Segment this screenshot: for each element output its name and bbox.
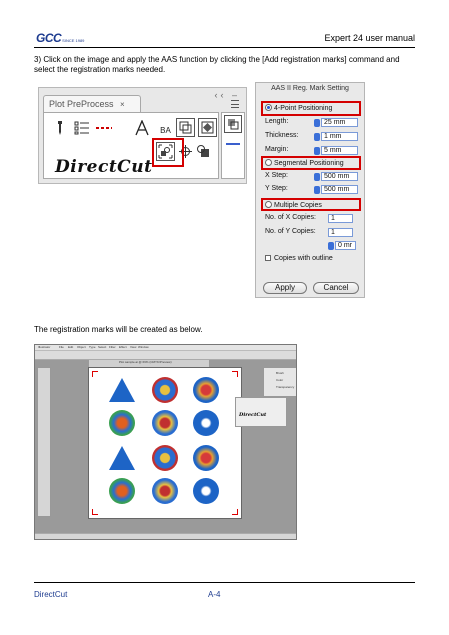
cancel-button[interactable]: Cancel bbox=[313, 282, 359, 294]
badge-artwork bbox=[152, 478, 178, 504]
directcut-logo: DirectCut bbox=[55, 157, 153, 177]
margin-field[interactable]: 5 mm bbox=[321, 146, 358, 155]
menu-item[interactable]: Edit bbox=[68, 345, 74, 349]
registration-mark bbox=[92, 371, 98, 377]
stroke-sample bbox=[226, 143, 240, 145]
aas-settings-dialog bbox=[255, 82, 365, 298]
panel-collapse-icon[interactable]: ‹‹ – bbox=[214, 90, 240, 100]
margin-label: Margin: bbox=[265, 146, 289, 153]
mini-brand: DirectCut bbox=[239, 412, 267, 418]
ystep-label: Y Step: bbox=[265, 185, 288, 192]
gap-field[interactable]: 0 mr bbox=[335, 241, 356, 250]
header-rule bbox=[34, 47, 415, 48]
registration-mark bbox=[92, 509, 98, 515]
menu-item[interactable]: File bbox=[59, 345, 64, 349]
dialog-title: AAS II Reg. Mark Setting bbox=[271, 85, 349, 92]
footer-rule bbox=[34, 582, 415, 583]
length-spinner[interactable] bbox=[314, 119, 320, 127]
badge-artwork bbox=[193, 410, 219, 436]
xstep-label: X Step: bbox=[265, 172, 288, 179]
checkbox-icon[interactable] bbox=[265, 255, 271, 261]
registration-mark bbox=[232, 509, 238, 515]
panel-item[interactable]: Brush bbox=[276, 371, 284, 375]
length-field[interactable]: 25 mm bbox=[321, 118, 358, 127]
panel-side-strip bbox=[221, 112, 245, 179]
badge-artwork bbox=[109, 478, 135, 504]
menu-item[interactable]: Type bbox=[89, 345, 96, 349]
badge-artwork bbox=[152, 445, 178, 471]
segmental-label: Segmental Positioning bbox=[274, 160, 344, 167]
page-number: A-4 bbox=[208, 590, 221, 599]
triangle-artwork bbox=[109, 378, 135, 402]
xcopies-field[interactable]: 1 bbox=[328, 214, 353, 223]
menu-item[interactable]: View bbox=[130, 345, 137, 349]
dotted-line-icon[interactable] bbox=[94, 118, 113, 137]
xcopies-label: No. of X Copies: bbox=[265, 214, 316, 221]
status-bar bbox=[35, 533, 296, 539]
xstep-field[interactable]: 500 mm bbox=[321, 172, 358, 181]
step-3-text: 3) Click on the image and apply the AAS function by clicking the [Add registration marks] command and select the registration marks needed. bbox=[34, 55, 400, 74]
gap-spinner[interactable] bbox=[328, 242, 334, 250]
layers-icon[interactable] bbox=[224, 115, 242, 133]
plot-preprocess-panel bbox=[38, 87, 247, 184]
four-point-label: 4-Point Positioning bbox=[274, 105, 333, 112]
ystep-field[interactable]: 500 mm bbox=[321, 185, 358, 194]
ba-icon[interactable]: BA bbox=[156, 121, 175, 140]
badge-artwork bbox=[193, 445, 219, 471]
weed-icon[interactable] bbox=[198, 118, 217, 137]
menu-item[interactable]: Select bbox=[98, 345, 107, 349]
thickness-label: Thickness: bbox=[265, 132, 299, 139]
list-icon[interactable] bbox=[72, 118, 91, 137]
panel-body bbox=[43, 112, 219, 179]
panel-tab-label: Plot PreProcess bbox=[49, 99, 114, 109]
highlight-box bbox=[261, 198, 361, 211]
copies-outline-label: Copies with outline bbox=[274, 255, 333, 262]
menu-item[interactable]: Object bbox=[77, 345, 86, 349]
panel-item[interactable]: Color bbox=[276, 378, 284, 382]
highlight-box bbox=[152, 138, 184, 167]
thickness-spinner[interactable] bbox=[314, 133, 320, 141]
footer-product: DirectCut bbox=[34, 590, 68, 599]
badge-artwork bbox=[193, 478, 219, 504]
ycopies-field[interactable]: 1 bbox=[328, 228, 353, 237]
badge-artwork bbox=[152, 377, 178, 403]
ycopies-label: No. of Y Copies: bbox=[265, 228, 316, 235]
registration-mark bbox=[232, 371, 238, 377]
artboard bbox=[88, 367, 242, 519]
badge-artwork bbox=[193, 377, 219, 403]
copies-outline-option[interactable] bbox=[265, 255, 333, 262]
properties-panel[interactable] bbox=[263, 367, 297, 397]
mini-plot-panel[interactable] bbox=[235, 397, 287, 427]
ystep-spinner[interactable] bbox=[314, 186, 320, 194]
rotate-shape-icon[interactable] bbox=[194, 142, 213, 161]
xstep-spinner[interactable] bbox=[314, 173, 320, 181]
tools-panel[interactable] bbox=[37, 367, 51, 517]
illustrator-screenshot bbox=[34, 344, 297, 540]
highlight-box bbox=[261, 156, 361, 170]
gcc-logo bbox=[36, 31, 84, 45]
manual-title: Expert 24 user manual bbox=[324, 33, 415, 43]
badge-artwork bbox=[109, 410, 135, 436]
panel-item[interactable]: Transparency bbox=[276, 385, 295, 389]
panel-menu-icon[interactable] bbox=[231, 100, 239, 108]
thickness-field[interactable]: 1 mm bbox=[321, 132, 358, 141]
logo-subtext: SINCE 1989 bbox=[62, 38, 85, 43]
panel-tab[interactable] bbox=[43, 95, 141, 112]
text-icon[interactable] bbox=[132, 118, 151, 137]
close-icon[interactable]: × bbox=[120, 100, 125, 109]
margin-spinner[interactable] bbox=[314, 147, 320, 155]
menu-item[interactable]: Window bbox=[138, 345, 149, 349]
multiple-copies-label: Multiple Copies bbox=[274, 202, 322, 209]
logo-text: GCC bbox=[36, 31, 62, 45]
highlight-box bbox=[261, 101, 361, 116]
menu-item[interactable]: Illustrator bbox=[38, 345, 51, 349]
menu-item[interactable]: Filter bbox=[109, 345, 116, 349]
document-tab[interactable]: Plot sample.ai @ 66% (CMYK/Preview) bbox=[89, 360, 209, 367]
control-bar[interactable] bbox=[35, 351, 296, 360]
apply-button[interactable]: Apply bbox=[263, 282, 307, 294]
shape-outline-icon[interactable] bbox=[176, 118, 195, 137]
triangle-artwork bbox=[109, 446, 135, 470]
pen-icon[interactable] bbox=[50, 118, 69, 137]
length-label: Length: bbox=[265, 118, 289, 125]
menu-item[interactable]: Effect bbox=[119, 345, 127, 349]
result-text: The registration marks will be created as below. bbox=[34, 325, 203, 334]
badge-artwork bbox=[152, 410, 178, 436]
